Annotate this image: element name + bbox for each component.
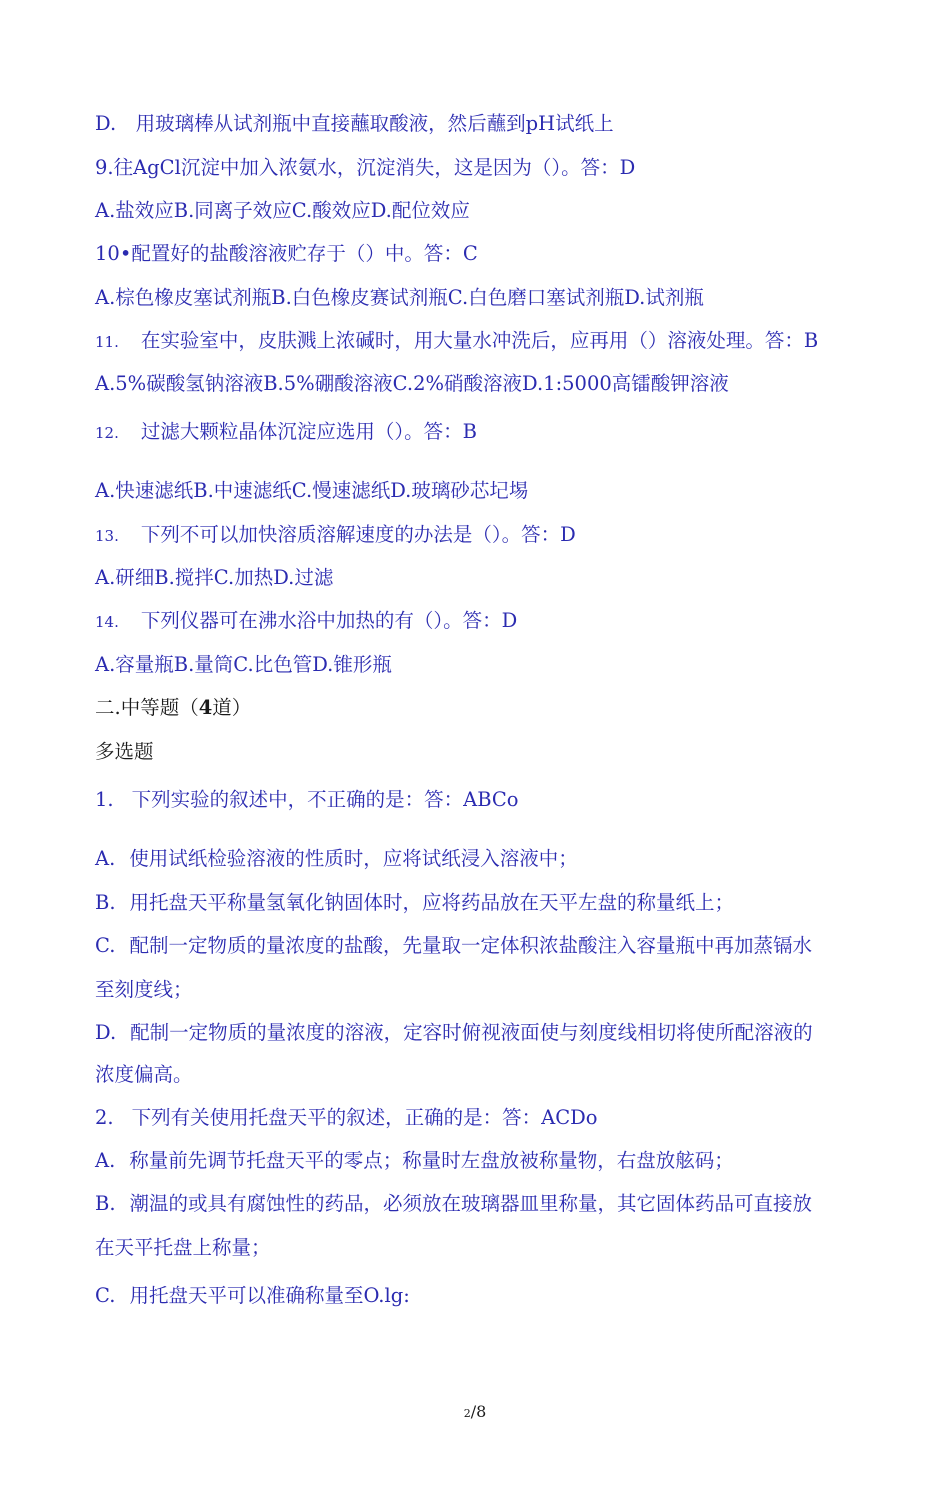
option-text: 用托盘天平可以准确称量至O.lg:: [129, 1284, 410, 1307]
option-label: C.: [95, 934, 116, 957]
question-12: [95, 416, 477, 444]
question-11: [95, 325, 818, 353]
page-number: [0, 1402, 950, 1421]
question-12-number: 12.: [95, 424, 119, 442]
section-heading: [95, 692, 251, 720]
mc-question-1: [95, 784, 519, 812]
mc-question-1-number: 1.: [95, 788, 114, 811]
option-text: 使用试纸检验溶液的性质时，应将试纸浸入溶液中；: [129, 847, 578, 870]
question-14: [95, 605, 517, 633]
section-heading-count: 4: [198, 696, 213, 719]
section-heading-part2: 道）: [212, 696, 252, 719]
mc-question-2-option-b-cont: 在天平托盘上称量；: [95, 1236, 271, 1259]
question-13-text: 下列不可以加快溶质溶解速度的办法是（）。答：D: [140, 523, 576, 546]
option-text: 用托盘天平称量氢氧化钠固体时，应将药品放在天平左盘的称量纸上；: [129, 891, 735, 914]
mc-question-1-option-d-cont: 浓度偏高。: [95, 1063, 193, 1086]
mc-question-1-option-a: [95, 843, 578, 871]
mc-question-2-text: 下列有关使用托盘天平的叙述，正确的是：答：ACDo: [131, 1106, 598, 1129]
question-9-options: A.盐效应B.同离子效应C.酸效应D.配位效应: [95, 199, 470, 222]
section-heading-part1: 二.中等题（: [95, 696, 199, 719]
question-14-number: 14.: [95, 613, 119, 631]
question-14-options: A.容量瓶B.量筒C.比色管D.锥形瓶: [95, 653, 392, 676]
option-label: C.: [95, 1284, 116, 1307]
mc-question-2-option-c: [95, 1280, 410, 1308]
question-13: [95, 519, 576, 547]
question-12-options: A.快速滤纸B.中速滤纸C.慢速滤纸D.玻璃砂芯圮埸: [95, 479, 529, 502]
page-number-total: /8: [470, 1402, 487, 1421]
mc-question-2: [95, 1102, 598, 1130]
mc-question-1-option-d: [95, 1017, 813, 1045]
option-label: A.: [95, 1149, 116, 1172]
mc-question-2-option-b: [95, 1188, 812, 1216]
option-text: 配制一定物质的量浓度的盐酸，先量取一定体积浓盐酸注入容量瓶中再加蒸镉水: [129, 934, 812, 957]
option-text: 潮温的或具有腐蚀性的药品，必须放在玻璃器皿里称量，其它固体药品可直接放: [129, 1192, 813, 1215]
question-9: 9.往AgCl沉淀中加入浓氨水，沉淀消失，这是因为（）。答：D: [95, 156, 636, 179]
option-text: 配制一定物质的量浓度的溶液，定容时俯视液面使与刻度线相切将使所配溶液的: [130, 1021, 813, 1044]
question-11-number: 11.: [95, 333, 119, 351]
option-label: A.: [95, 847, 116, 870]
question-10-options: A.棕色橡皮塞试剂瓶B.白色橡皮赛试剂瓶C.白色磨口塞试剂瓶D.试剂瓶: [95, 286, 704, 309]
question-12-text: 过滤大颗粒晶体沉淀应选用（）。答：B: [140, 420, 477, 443]
mc-question-1-option-b: [95, 887, 734, 915]
option-text: 称量前先调节托盘天平的零点；称量时左盘放被称量物，右盘放舷码；: [129, 1149, 734, 1172]
question-11-text: 在实验室中，皮肤溅上浓碱时，用大量水冲洗后，应再用（）溶液处理。答：B: [140, 329, 819, 352]
question-14-text: 下列仪器可在沸水浴中加热的有（）。答：D: [140, 609, 518, 632]
mc-question-1-text: 下列实验的叙述中，不正确的是：答：ABCo: [131, 788, 519, 811]
option-d-line: D. 用玻璃棒从试剂瓶中直接蘸取酸液，然后蘸到pH试纸上: [95, 112, 614, 135]
mc-question-1-option-c: [95, 930, 812, 958]
option-label: B.: [95, 891, 116, 914]
mc-question-1-option-c-cont: 至刻度线；: [95, 978, 193, 1001]
option-label: D.: [95, 1021, 117, 1044]
mc-question-2-number: 2.: [95, 1106, 114, 1129]
option-label: B.: [95, 1192, 116, 1215]
page-number-current: 2: [463, 1407, 471, 1420]
question-13-number: 13.: [95, 527, 119, 545]
subsection-heading: 多选题: [95, 740, 154, 763]
question-13-options: A.研细B.搅拌C.加热D.过滤: [95, 566, 334, 589]
question-11-options: A.5%碳酸氢钠溶液B.5%硼酸溶液C.2%硝酸溶液D.1:5000高镭酸钾溶液: [95, 372, 729, 395]
question-10: 10•配置好的盐酸溶液贮存于（）中。答：C: [95, 242, 478, 265]
mc-question-2-option-a: [95, 1145, 734, 1173]
